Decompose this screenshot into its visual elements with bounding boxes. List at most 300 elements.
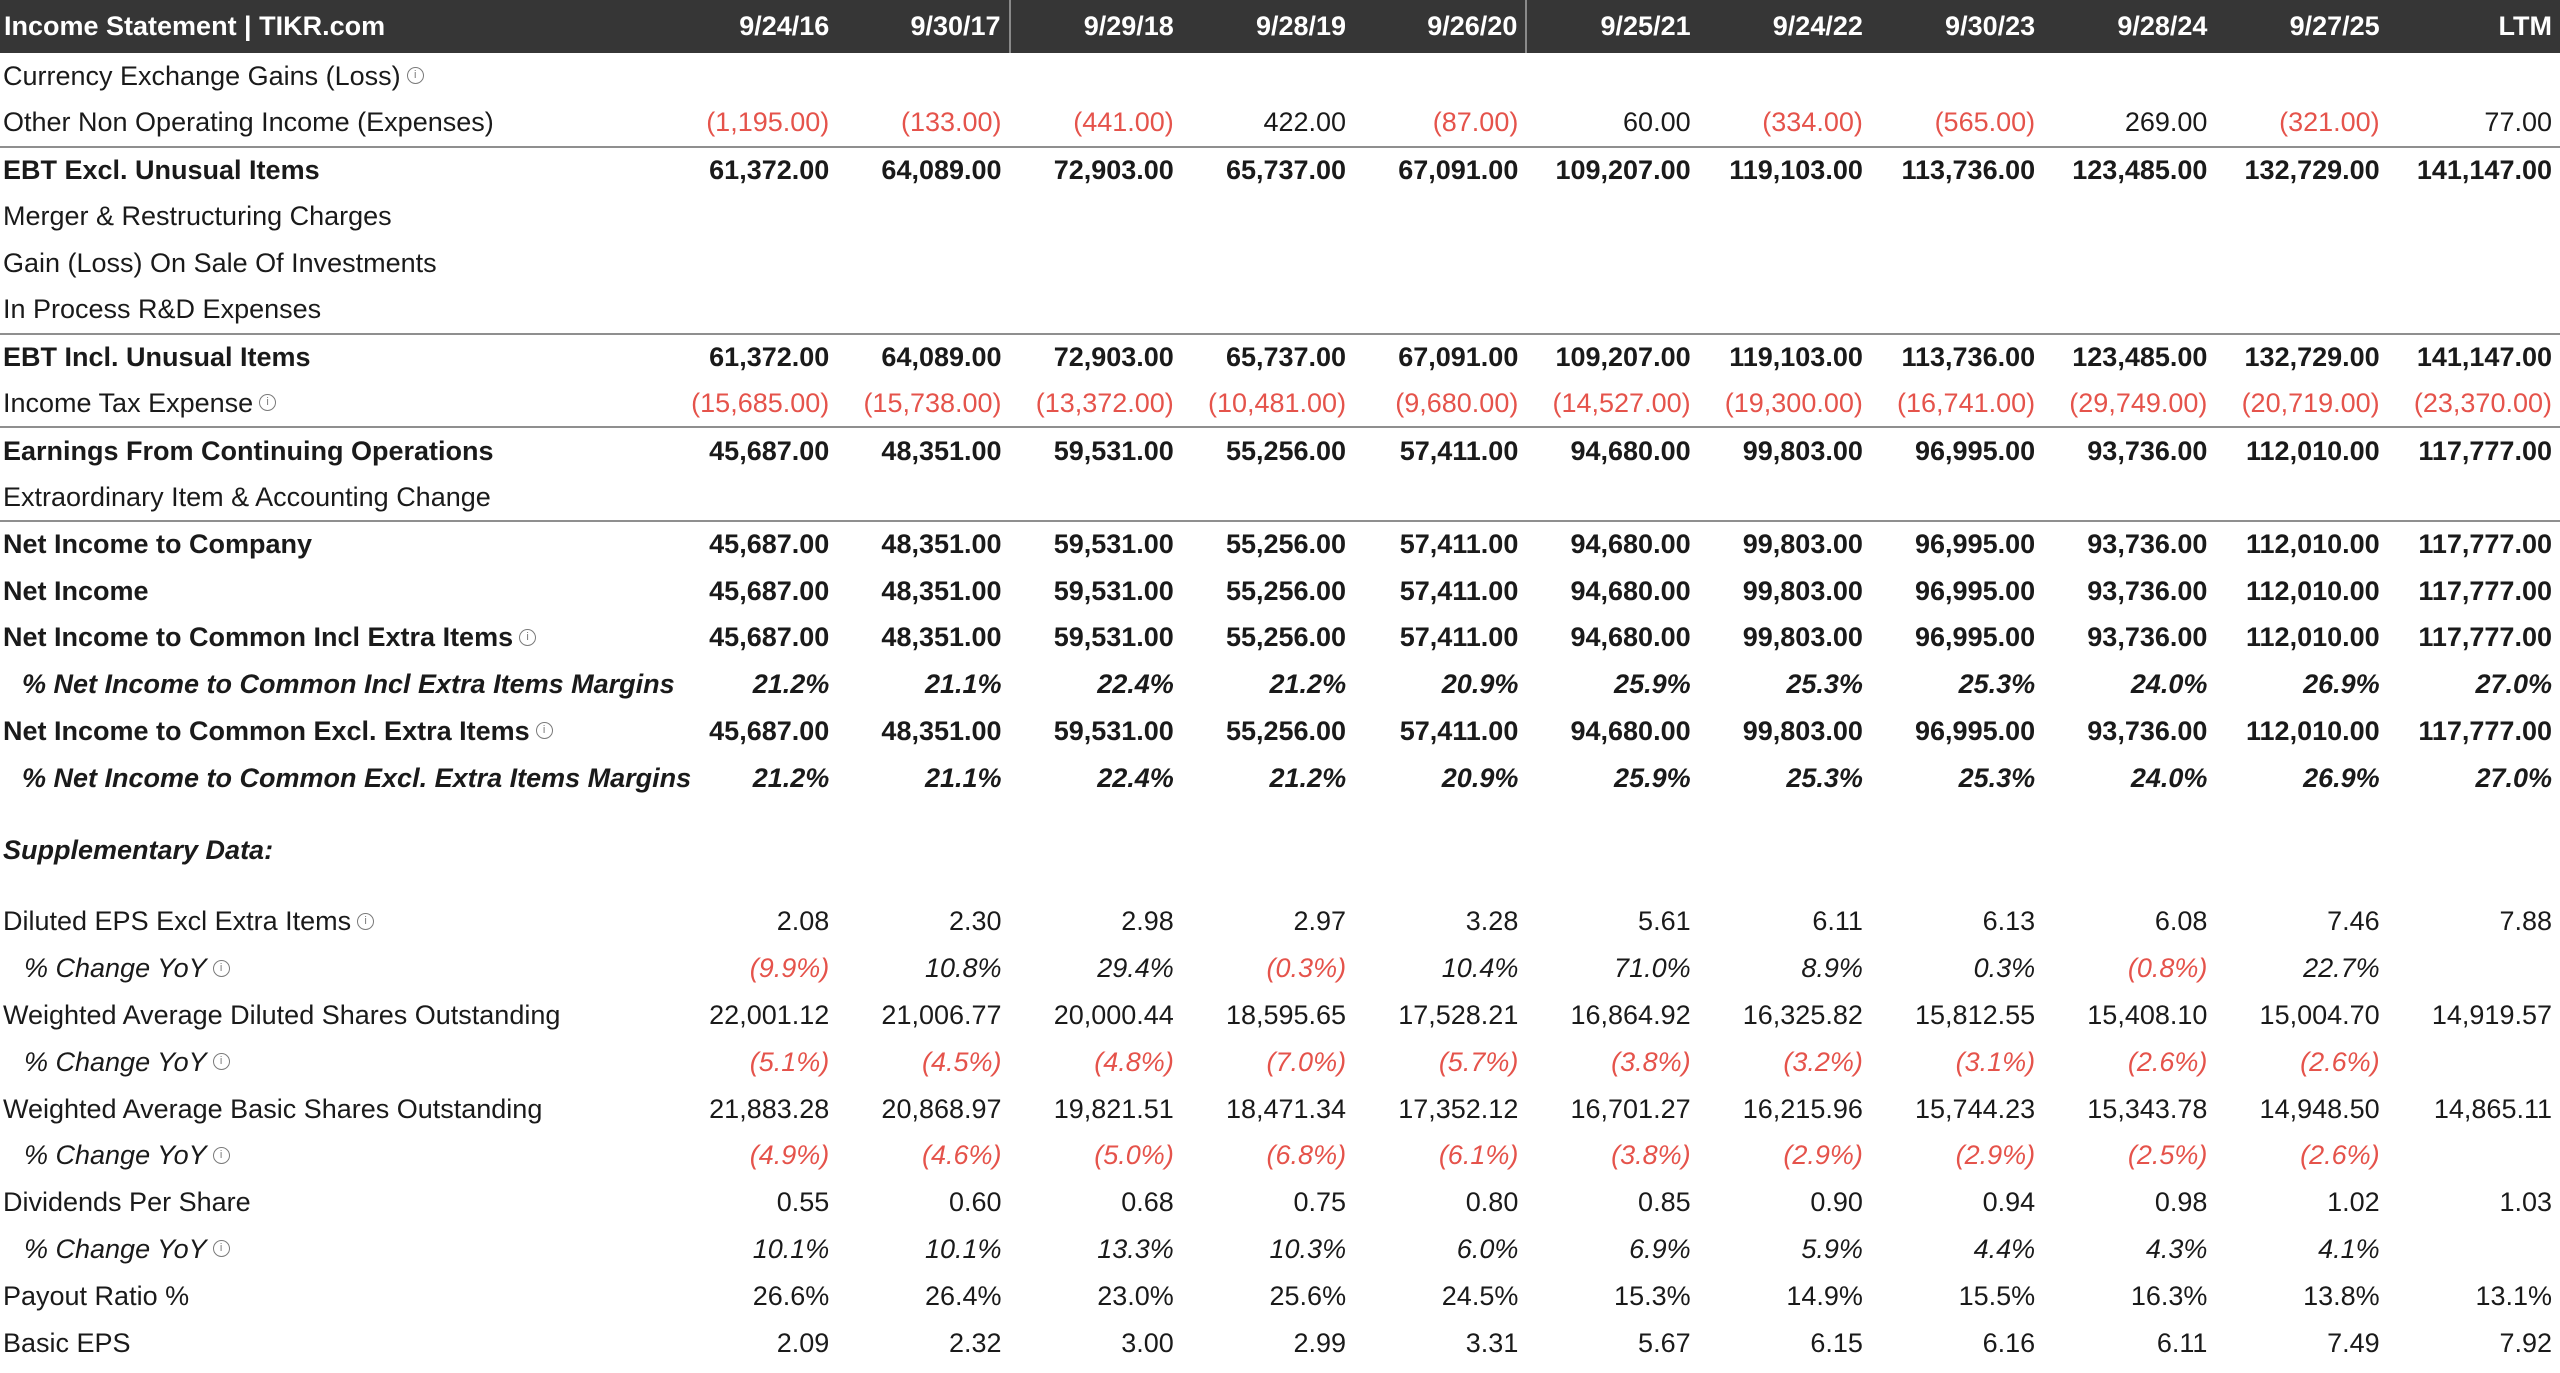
table-row bbox=[0, 568, 2560, 615]
table-cell: 64,089.00 bbox=[837, 334, 1009, 381]
table-cell bbox=[1010, 287, 1182, 334]
table-cell: (5.0%) bbox=[1094, 1140, 1174, 1171]
table-cell: 96,995.00 bbox=[1915, 716, 2036, 747]
table-cell: 72,903.00 bbox=[1010, 334, 1182, 381]
table-cell: (5.7%) bbox=[1438, 1046, 1519, 1077]
column-header-9-30-23[interactable]: 9/30/23 bbox=[1871, 0, 2043, 53]
table-cell bbox=[1526, 53, 1698, 100]
table-cell: 20,868.97 bbox=[881, 1093, 1002, 1124]
table-cell bbox=[2043, 287, 2215, 334]
table-cell: 117,777.00 bbox=[2418, 716, 2552, 747]
table-cell: 7.88 bbox=[2499, 906, 2552, 937]
row-label-text: EBT Excl. Unusual Items bbox=[3, 154, 320, 185]
table-cell: 6.08 bbox=[2154, 906, 2208, 937]
table-cell: 45,687.00 bbox=[665, 521, 837, 568]
table-cell: 7.92 bbox=[2499, 1327, 2552, 1358]
table-cell: 59,531.00 bbox=[1010, 427, 1182, 474]
table-cell: (133.00) bbox=[900, 107, 1002, 138]
table-cell: 25.3% bbox=[1958, 762, 2036, 793]
table-cell: 0.60 bbox=[948, 1187, 1002, 1218]
table-cell bbox=[1182, 474, 1354, 521]
table-cell: (3.8%) bbox=[1611, 1140, 1691, 1171]
table-cell: (441.00) bbox=[1073, 107, 1174, 138]
table-cell: 48,351.00 bbox=[881, 716, 1002, 747]
table-cell: (23,370.00) bbox=[2413, 387, 2552, 418]
table-cell bbox=[1699, 474, 1871, 521]
row-label bbox=[0, 521, 665, 568]
row-label-text: Net Income bbox=[3, 575, 149, 606]
table-cell: (6.8%) bbox=[1266, 1140, 1347, 1171]
table-cell: 21.2% bbox=[1269, 669, 1347, 700]
row-label bbox=[0, 615, 665, 662]
table-cell: (9,680.00) bbox=[1395, 387, 1519, 418]
row-label-text: Extraordinary Item & Accounting Change bbox=[3, 481, 491, 512]
row-label bbox=[0, 193, 665, 240]
table-cell: 2.09 bbox=[776, 1327, 830, 1358]
table-cell: 71.0% bbox=[1614, 953, 1691, 984]
table-cell: 57,411.00 bbox=[1354, 427, 1526, 474]
table-row bbox=[0, 661, 2560, 708]
table-cell: 6.11 bbox=[2156, 1327, 2208, 1358]
table-cell: 10.3% bbox=[1269, 1234, 1347, 1265]
table-cell: 99,803.00 bbox=[1742, 716, 1863, 747]
table-cell bbox=[2388, 945, 2560, 992]
table-cell: 3.28 bbox=[1465, 906, 1519, 937]
table-cell bbox=[837, 240, 1009, 287]
row-label bbox=[0, 568, 665, 615]
table-cell: 93,736.00 bbox=[2043, 521, 2215, 568]
row-label-text: Basic EPS bbox=[3, 1327, 131, 1358]
table-cell: 21.1% bbox=[924, 762, 1002, 793]
table-cell: 1.02 bbox=[2327, 1187, 2380, 1218]
table-cell: 123,485.00 bbox=[2043, 334, 2215, 381]
table-cell: 112,010.00 bbox=[2246, 716, 2380, 747]
info-icon[interactable]: i bbox=[519, 629, 536, 646]
table-cell bbox=[1354, 53, 1526, 100]
row-label-text: Net Income to Common Excl. Extra Items bbox=[3, 716, 530, 747]
table-cell: 45,687.00 bbox=[709, 622, 830, 653]
table-cell bbox=[1526, 474, 1698, 521]
table-cell: 61,372.00 bbox=[665, 334, 837, 381]
table-cell bbox=[1871, 474, 2043, 521]
table-row bbox=[0, 899, 2560, 946]
table-cell: 0.90 bbox=[1810, 1187, 1863, 1218]
supplementary-heading: Supplementary Data: bbox=[3, 834, 274, 865]
table-cell: 16,701.27 bbox=[1570, 1093, 1691, 1124]
table-cell: 2.98 bbox=[1121, 906, 1174, 937]
table-cell: 25.3% bbox=[1958, 669, 2036, 700]
table-cell: (5.1%) bbox=[749, 1046, 830, 1077]
table-row bbox=[0, 53, 2560, 100]
column-header-9-28-24[interactable]: 9/28/24 bbox=[2043, 0, 2215, 53]
column-header-9-27-25[interactable]: 9/27/25 bbox=[2215, 0, 2387, 53]
table-cell: 14,865.11 bbox=[2433, 1093, 2552, 1124]
table-cell bbox=[1354, 240, 1526, 287]
table-cell bbox=[1182, 53, 1354, 100]
column-header-9-24-16[interactable]: 9/24/16 bbox=[665, 0, 837, 53]
table-cell bbox=[665, 53, 837, 100]
table-cell: 10.8% bbox=[924, 953, 1002, 984]
row-label-text: % Change YoY bbox=[24, 1234, 207, 1265]
table-cell: 93,736.00 bbox=[2043, 427, 2215, 474]
table-cell: 0.75 bbox=[1293, 1187, 1347, 1218]
row-label bbox=[0, 427, 665, 474]
table-cell: 27.0% bbox=[2475, 762, 2552, 793]
table-row bbox=[0, 1133, 2560, 1180]
table-cell: (6.1%) bbox=[1438, 1140, 1519, 1171]
table-cell: (2.6%) bbox=[2300, 1046, 2380, 1077]
table-cell bbox=[1354, 474, 1526, 521]
table-cell: 6.15 bbox=[1810, 1327, 1863, 1358]
table-cell: 17,528.21 bbox=[1398, 1000, 1519, 1031]
table-cell: 15,812.55 bbox=[1915, 1000, 2036, 1031]
table-cell bbox=[837, 193, 1009, 240]
table-cell: (4.8%) bbox=[1094, 1046, 1174, 1077]
table-cell: 13.1% bbox=[2475, 1280, 2552, 1311]
table-cell: 93,736.00 bbox=[2087, 575, 2208, 606]
header-row bbox=[0, 0, 2560, 53]
row-label bbox=[0, 1133, 665, 1180]
table-cell bbox=[1526, 193, 1698, 240]
table-cell bbox=[1699, 193, 1871, 240]
table-cell: (334.00) bbox=[1762, 107, 1863, 138]
row-label bbox=[0, 755, 692, 802]
table-row bbox=[0, 1179, 2560, 1226]
table-cell: 3.00 bbox=[1121, 1327, 1174, 1358]
table-cell: 8.9% bbox=[1801, 953, 1863, 984]
table-cell: 15,004.70 bbox=[2259, 1000, 2380, 1031]
row-label-text: Other Non Operating Income (Expenses) bbox=[3, 107, 494, 138]
table-cell: 99,803.00 bbox=[1699, 521, 1871, 568]
table-cell: 55,256.00 bbox=[1225, 622, 1347, 653]
table-cell: 93,736.00 bbox=[2087, 716, 2208, 747]
table-row bbox=[0, 708, 2560, 755]
table-cell: (16,741.00) bbox=[1897, 387, 2036, 418]
row-label-text: % Change YoY bbox=[24, 1046, 207, 1077]
row-label bbox=[0, 708, 665, 755]
info-icon[interactable]: i bbox=[259, 394, 276, 411]
column-header-9-29-18[interactable]: 9/29/18 bbox=[1010, 0, 1182, 53]
info-icon[interactable]: i bbox=[213, 1240, 230, 1257]
table-cell: 132,729.00 bbox=[2215, 147, 2387, 194]
table-cell: (4.5%) bbox=[922, 1046, 1002, 1077]
table-cell: (2.6%) bbox=[2300, 1140, 2380, 1171]
row-label-text: % Change YoY bbox=[24, 1140, 207, 1171]
table-cell: 18,595.65 bbox=[1225, 1000, 1347, 1031]
row-label-text: % Net Income to Common Excl. Extra Items Margins bbox=[22, 762, 692, 793]
table-cell: 1.03 bbox=[2499, 1187, 2552, 1218]
table-cell: 24.0% bbox=[2130, 762, 2208, 793]
row-label-text: % Net Income to Common Incl Extra Items Margins bbox=[22, 669, 675, 700]
row-label bbox=[0, 334, 665, 381]
info-icon[interactable]: i bbox=[213, 960, 230, 977]
info-icon[interactable]: i bbox=[536, 722, 553, 739]
table-cell bbox=[2215, 240, 2387, 287]
table-cell: (321.00) bbox=[2279, 107, 2380, 138]
table-cell: 0.98 bbox=[2154, 1187, 2208, 1218]
table-cell bbox=[1871, 287, 2043, 334]
table-cell: 6.0% bbox=[1456, 1234, 1519, 1265]
table-cell: 0.3% bbox=[1973, 953, 2036, 984]
table-cell: 23.0% bbox=[1097, 1280, 1174, 1311]
row-label bbox=[0, 1320, 665, 1367]
table-cell: 113,736.00 bbox=[1871, 334, 2043, 381]
table-cell: 57,411.00 bbox=[1354, 521, 1526, 568]
table-cell: 25.3% bbox=[1786, 762, 1863, 793]
table-cell: 10.4% bbox=[1441, 953, 1519, 984]
table-cell: 0.55 bbox=[776, 1187, 830, 1218]
table-cell: (3.8%) bbox=[1611, 1046, 1691, 1077]
table-row bbox=[0, 1320, 2560, 1367]
table-cell: (0.8%) bbox=[2127, 953, 2208, 984]
table-cell bbox=[2043, 53, 2215, 100]
table-body bbox=[0, 53, 2560, 1367]
table-row bbox=[0, 287, 2560, 334]
row-label bbox=[0, 100, 665, 147]
row-label bbox=[0, 1086, 665, 1133]
table-cell: 141,147.00 bbox=[2388, 334, 2560, 381]
column-header-9-26-20[interactable]: 9/26/20 bbox=[1354, 0, 1526, 53]
table-cell bbox=[2388, 1226, 2560, 1273]
table-cell: 117,777.00 bbox=[2388, 521, 2560, 568]
table-row bbox=[0, 240, 2560, 287]
table-cell: (4.9%) bbox=[749, 1140, 830, 1171]
table-cell bbox=[665, 240, 837, 287]
table-cell: 109,207.00 bbox=[1526, 147, 1698, 194]
table-cell bbox=[665, 287, 837, 334]
table-cell: 21.2% bbox=[1269, 762, 1347, 793]
table-cell: 6.9% bbox=[1629, 1234, 1691, 1265]
table-cell: 96,995.00 bbox=[1915, 575, 2036, 606]
table-cell bbox=[1010, 193, 1182, 240]
table-cell: 45,687.00 bbox=[665, 427, 837, 474]
table-cell bbox=[1526, 287, 1698, 334]
column-header-ltm[interactable]: LTM bbox=[2388, 0, 2560, 53]
table-cell bbox=[2043, 193, 2215, 240]
column-header-9-25-21[interactable]: 9/25/21 bbox=[1526, 0, 1698, 53]
table-cell: 59,531.00 bbox=[1010, 521, 1182, 568]
table-cell bbox=[837, 53, 1009, 100]
row-label bbox=[0, 147, 665, 194]
table-cell bbox=[2388, 240, 2560, 287]
table-cell: 119,103.00 bbox=[1699, 147, 1871, 194]
table-cell: 6.16 bbox=[1982, 1327, 2036, 1358]
table-cell: 2.08 bbox=[776, 906, 830, 937]
table-cell: 16,215.96 bbox=[1742, 1093, 1863, 1124]
row-label-text: EBT Incl. Unusual Items bbox=[3, 342, 311, 373]
table-cell: 99,803.00 bbox=[1742, 622, 1863, 653]
table-cell bbox=[837, 287, 1009, 334]
table-cell: 117,777.00 bbox=[2388, 427, 2560, 474]
table-cell: 15,408.10 bbox=[2087, 1000, 2208, 1031]
table-cell: 17,352.12 bbox=[1398, 1093, 1519, 1124]
table-cell: (7.0%) bbox=[1266, 1046, 1347, 1077]
table-row bbox=[0, 334, 2560, 381]
table-cell: 3.31 bbox=[1465, 1327, 1519, 1358]
table-cell: (3.2%) bbox=[1783, 1046, 1863, 1077]
table-cell: 99,803.00 bbox=[1742, 575, 1863, 606]
table-cell bbox=[1699, 287, 1871, 334]
table-cell bbox=[2215, 474, 2387, 521]
table-row bbox=[0, 755, 2560, 802]
table-cell: 132,729.00 bbox=[2215, 334, 2387, 381]
table-cell: 57,411.00 bbox=[1399, 716, 1519, 747]
table-cell bbox=[665, 474, 837, 521]
table-cell: 61,372.00 bbox=[665, 147, 837, 194]
info-icon[interactable]: i bbox=[407, 67, 424, 84]
table-row bbox=[0, 615, 2560, 662]
row-label bbox=[0, 1226, 665, 1273]
table-cell: 45,687.00 bbox=[709, 716, 830, 747]
table-cell: 59,531.00 bbox=[1053, 622, 1174, 653]
row-label bbox=[0, 899, 665, 946]
table-cell: (10,481.00) bbox=[1207, 387, 1347, 418]
row-label-text: Weighted Average Basic Shares Outstanding bbox=[3, 1093, 543, 1124]
table-cell: 20.9% bbox=[1441, 762, 1519, 793]
spacer-row bbox=[0, 802, 2560, 827]
row-label-text: Net Income to Common Incl Extra Items bbox=[3, 622, 514, 653]
table-cell: 59,531.00 bbox=[1053, 575, 1174, 606]
table-cell: 55,256.00 bbox=[1182, 521, 1354, 568]
table-cell bbox=[2388, 193, 2560, 240]
table-cell: 2.97 bbox=[1293, 906, 1347, 937]
table-row bbox=[0, 147, 2560, 194]
row-label-text: In Process R&D Expenses bbox=[3, 294, 322, 325]
row-label-text: Merger & Restructuring Charges bbox=[3, 201, 392, 232]
table-cell: 48,351.00 bbox=[881, 622, 1002, 653]
table-cell bbox=[2043, 240, 2215, 287]
table-cell: 22,001.12 bbox=[709, 1000, 830, 1031]
table-cell: 15,744.23 bbox=[1915, 1093, 2036, 1124]
table-cell: 57,411.00 bbox=[1399, 622, 1519, 653]
table-cell: 21,006.77 bbox=[881, 1000, 1002, 1031]
table-cell: 99,803.00 bbox=[1699, 427, 1871, 474]
table-cell bbox=[2388, 1039, 2560, 1086]
table-cell bbox=[1871, 53, 2043, 100]
table-cell: 14,948.50 bbox=[2259, 1093, 2380, 1124]
table-cell bbox=[2388, 1133, 2560, 1180]
row-label bbox=[0, 1273, 665, 1320]
row-label-text: Diluted EPS Excl Extra Items bbox=[3, 906, 352, 937]
table-cell bbox=[1354, 193, 1526, 240]
table-cell: 72,903.00 bbox=[1010, 147, 1182, 194]
row-label-text: Currency Exchange Gains (Loss) bbox=[3, 60, 401, 91]
table-cell: 25.6% bbox=[1269, 1280, 1347, 1311]
table-cell: 94,680.00 bbox=[1570, 575, 1691, 606]
table-cell: 4.4% bbox=[1973, 1234, 2036, 1265]
table-cell bbox=[1182, 193, 1354, 240]
column-header-9-24-22[interactable]: 9/24/22 bbox=[1699, 0, 1871, 53]
table-cell bbox=[1526, 240, 1698, 287]
table-cell: 6.11 bbox=[1812, 906, 1863, 937]
table-title: Income Statement | TIKR.com bbox=[0, 0, 665, 53]
column-header-9-28-19[interactable]: 9/28/19 bbox=[1182, 0, 1354, 53]
table-cell: 22.4% bbox=[1097, 762, 1174, 793]
table-cell: 5.67 bbox=[1638, 1327, 1691, 1358]
table-row bbox=[0, 427, 2560, 474]
table-cell: 48,351.00 bbox=[881, 575, 1002, 606]
row-label bbox=[0, 381, 665, 428]
info-icon[interactable]: i bbox=[357, 913, 374, 930]
table-cell: 15.5% bbox=[1958, 1280, 2036, 1311]
table-cell: 48,351.00 bbox=[837, 521, 1009, 568]
table-cell: (4.6%) bbox=[922, 1140, 1002, 1171]
table-cell: 109,207.00 bbox=[1526, 334, 1698, 381]
info-icon[interactable]: i bbox=[213, 1147, 230, 1164]
table-cell: 96,995.00 bbox=[1871, 427, 2043, 474]
table-cell: 60.00 bbox=[1623, 107, 1691, 138]
table-cell: 21.1% bbox=[924, 669, 1002, 700]
table-cell: 21,883.28 bbox=[709, 1093, 830, 1124]
table-row bbox=[0, 521, 2560, 568]
table-cell: 21.2% bbox=[752, 762, 830, 793]
table-cell: (15,685.00) bbox=[691, 387, 830, 418]
table-cell: 13.3% bbox=[1097, 1234, 1174, 1265]
table-cell: 5.61 bbox=[1638, 906, 1691, 937]
table-cell: (565.00) bbox=[1934, 107, 2036, 138]
info-icon[interactable]: i bbox=[213, 1053, 230, 1070]
table-cell: 67,091.00 bbox=[1354, 147, 1526, 194]
table-cell: 29.4% bbox=[1097, 953, 1174, 984]
table-cell: 0.94 bbox=[1982, 1187, 2036, 1218]
row-label bbox=[0, 240, 665, 287]
row-label bbox=[0, 53, 665, 100]
table-cell bbox=[1182, 240, 1354, 287]
table-cell bbox=[1010, 53, 1182, 100]
table-cell: 141,147.00 bbox=[2388, 147, 2560, 194]
table-cell: 55,256.00 bbox=[1182, 427, 1354, 474]
row-label bbox=[0, 474, 665, 521]
table-cell bbox=[2388, 474, 2560, 521]
table-cell bbox=[1871, 193, 2043, 240]
table-cell: (2.5%) bbox=[2127, 1140, 2208, 1171]
table-cell: 0.80 bbox=[1465, 1187, 1519, 1218]
column-header-9-30-17[interactable]: 9/30/17 bbox=[837, 0, 1009, 53]
table-row bbox=[0, 100, 2560, 147]
table-cell: 25.9% bbox=[1614, 762, 1691, 793]
table-cell: 7.49 bbox=[2327, 1327, 2380, 1358]
table-cell bbox=[2215, 193, 2387, 240]
table-cell: 4.3% bbox=[2145, 1234, 2208, 1265]
table-cell: 26.6% bbox=[752, 1280, 830, 1311]
table-cell bbox=[1699, 240, 1871, 287]
table-cell bbox=[2388, 287, 2560, 334]
table-cell: 25.3% bbox=[1786, 669, 1863, 700]
row-label-text: Income Tax Expense bbox=[3, 387, 254, 418]
table-cell: (2.9%) bbox=[1955, 1140, 2036, 1171]
table-cell: 269.00 bbox=[2124, 107, 2208, 138]
table-cell: 94,680.00 bbox=[1526, 521, 1698, 568]
table-cell: (9.9%) bbox=[749, 953, 830, 984]
table-cell: 18,471.34 bbox=[1225, 1093, 1347, 1124]
table-cell: 26.9% bbox=[2303, 669, 2380, 700]
table-cell: 94,680.00 bbox=[1570, 716, 1691, 747]
table-cell: 119,103.00 bbox=[1699, 334, 1871, 381]
table-cell bbox=[1871, 240, 2043, 287]
table-cell: (87.00) bbox=[1432, 107, 1519, 138]
table-cell: 117,777.00 bbox=[2418, 575, 2552, 606]
table-cell: 117,777.00 bbox=[2418, 622, 2552, 653]
table-cell: 15.3% bbox=[1614, 1280, 1691, 1311]
table-cell: 20.9% bbox=[1441, 669, 1519, 700]
table-row bbox=[0, 381, 2560, 428]
table-cell: 2.30 bbox=[948, 906, 1002, 937]
table-cell: (2.6%) bbox=[2127, 1046, 2208, 1077]
table-cell: 96,995.00 bbox=[1915, 622, 2036, 653]
table-cell bbox=[2215, 53, 2387, 100]
table-cell: 13.8% bbox=[2303, 1280, 2380, 1311]
table-row bbox=[0, 1039, 2560, 1086]
